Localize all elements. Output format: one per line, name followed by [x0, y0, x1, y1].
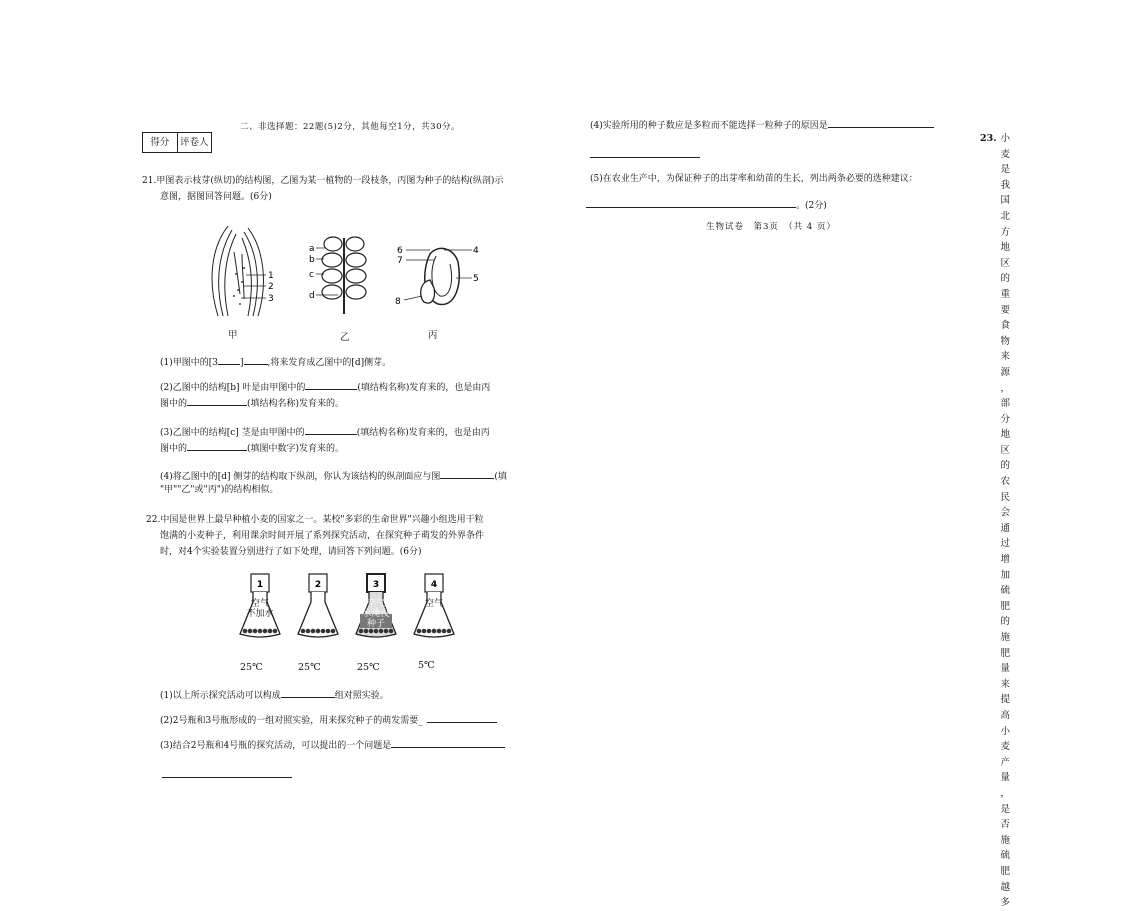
q21-sub2-line1: (2)乙图中的结构[b] 叶是由甲图中的 (填结构名称)发育来的，也是由丙: [160, 380, 560, 394]
flask-condition: 空气: [424, 599, 444, 609]
q23-char: 越: [1000, 881, 1010, 893]
flask-1: [240, 574, 280, 637]
q23-number: 23.: [980, 133, 997, 144]
flask-condition: 种子: [366, 619, 386, 629]
q23-char: 的: [1000, 460, 1010, 472]
bing-label-5: 5: [473, 274, 479, 284]
q23-char: 否: [1000, 819, 1010, 831]
q23-char: 小: [1000, 725, 1010, 737]
flask-condition: 不加水: [246, 609, 274, 619]
q23-char: 提: [1000, 694, 1010, 706]
q23-char: 量: [1000, 663, 1010, 675]
q21-sub1: (1)甲图中的[3 ] ,将来发育成乙图中的[d]侧芽。: [160, 355, 560, 369]
q23-char: 来: [1000, 678, 1010, 690]
q23-char: 要: [1000, 304, 1010, 316]
q23-char: 小: [1000, 133, 1010, 144]
q22-stem-line1: 22.中国是世界上最早种植小麦的国家之一。某校"多彩的生命世界"兴趣小组选用干粒: [146, 515, 484, 525]
q22-sub3-answer-line: [162, 777, 292, 778]
q21-sub3-line1: (3)乙图中的结构[c] 茎是由甲图中的 (填结构名称)发育来的，也是由丙: [160, 425, 560, 439]
q23-char: 物: [1000, 335, 1010, 347]
q23-char: 农: [1000, 476, 1010, 488]
bing-label-7: 7: [397, 256, 403, 266]
q23-char: 施: [1000, 834, 1010, 846]
yi-label-b: b: [309, 255, 315, 265]
q23-char: 过: [1000, 538, 1010, 550]
q23-char: 肥: [1000, 600, 1010, 612]
q23-char: 加: [1000, 569, 1010, 581]
q23-char: 我: [1000, 179, 1010, 191]
jia-label-2: 2: [268, 282, 274, 292]
flask-3: [356, 574, 396, 637]
page-footer: 生物试卷 第3页 （共 4 页）: [706, 222, 836, 232]
q23-char: 部: [1000, 398, 1010, 410]
section-title: 二、非选择题：22题(5)2分，其他每空1分，共30分。: [240, 122, 460, 132]
flask-number: 4: [430, 580, 438, 590]
q21-sub3-line2: 图中的 (填图中数字)发育来的。: [160, 441, 560, 455]
figure-yi: [308, 234, 380, 316]
flask-2: [298, 574, 338, 637]
q23-char: ，: [1000, 382, 1010, 394]
q22-sub2: (2)2号瓶和3号瓶形成的一组对照实验，用来探究种子的萌发需要_: [160, 713, 560, 727]
q23-char: 的: [1000, 273, 1010, 285]
q23-char: 分: [1000, 413, 1010, 425]
q23-char: 麦: [1000, 148, 1010, 160]
bing-label-8: 8: [395, 297, 401, 307]
q22-sub4-answer-line: [590, 157, 700, 158]
q23-char: 源: [1000, 366, 1010, 378]
q23-char: 产: [1000, 756, 1010, 768]
q23-char: 肥: [1000, 865, 1010, 877]
q23-char: 北: [1000, 210, 1010, 222]
flask2-temp: 25℃: [298, 662, 321, 673]
q23-char: 食: [1000, 320, 1010, 332]
q22-sub4: (4)实验所用的种子数应是多粒而不能选择一粒种子的原因是: [590, 118, 980, 132]
q22-sub5-answer: 。(2分): [586, 198, 986, 212]
jia-label-3: 3: [268, 294, 274, 304]
score-label: 得分: [150, 136, 170, 148]
flask-condition: 水淹没: [362, 609, 390, 619]
caption-jia: 甲: [228, 330, 238, 341]
q23-char: 施: [1000, 632, 1010, 643]
flask-number: 3: [372, 580, 380, 590]
q23-char: 民: [1000, 491, 1010, 503]
q21-stem-line1: 21.甲图表示枝芽(纵切)的结构图，乙图为某一植物的一段枝条，丙图为种子的结构(纵剖)示: [142, 176, 504, 186]
q21-sub2-line2: 图中的 (填结构名称)发育来的。: [160, 396, 560, 410]
q23-char: 的: [1000, 616, 1010, 628]
q23-char: 硫: [1000, 585, 1010, 597]
bing-label-6: 6: [397, 246, 403, 256]
q23-char: 多: [1000, 897, 1010, 909]
flask-4: [414, 574, 454, 637]
q23-char: 地: [1000, 429, 1010, 441]
yi-label-c: c: [309, 270, 314, 280]
yi-label-d: d: [309, 291, 315, 301]
yi-label-a: a: [309, 244, 315, 254]
flask-number: 1: [256, 580, 264, 590]
q23-char: 通: [1000, 522, 1010, 534]
jia-label-1: 1: [268, 271, 274, 281]
q21-sub4-line1: (4)将乙图中的[d] 侧芽的结构取下纵剖，你认为该结构的纵剖面应与图 (填: [160, 469, 570, 483]
q23-char: 高: [1000, 709, 1010, 721]
q23-char: 会: [1000, 507, 1010, 519]
q23-char: ，: [1000, 787, 1010, 799]
q23-char: 方: [1000, 226, 1010, 238]
grader-label: 评卷人: [177, 133, 212, 152]
q22-sub3: (3)结合2号瓶和4号瓶的探究活动，可以提出的一个问题是: [160, 738, 560, 752]
q23-char: 量: [1000, 772, 1010, 784]
flask-condition: 空气: [366, 599, 386, 609]
q23-char: 是: [1000, 164, 1010, 176]
caption-bing: 丙: [428, 330, 438, 341]
q22-stem-line3: 时，对4个实验装置分别进行了如下处理，请回答下列问题。(6分): [160, 547, 422, 557]
figure-jia: [198, 224, 278, 319]
q21-sub4-line2: "甲""乙"或"丙")的结构相似。: [160, 485, 279, 495]
score-box: [142, 132, 212, 153]
bing-label-4: 4: [473, 246, 479, 256]
flask-condition: 空气: [250, 599, 270, 609]
flask1-temp: 25℃: [240, 662, 263, 673]
q22-sub1: (1)以上所示探究活动可以构成 组对照实验。: [160, 688, 560, 702]
q23-char: 麦: [1000, 741, 1010, 753]
q23-char: 肥: [1000, 647, 1010, 659]
q23-char: 是: [1000, 803, 1010, 815]
caption-yi: 乙: [340, 332, 350, 343]
flask-setup: [230, 572, 460, 642]
q23-char: 地: [1000, 242, 1010, 254]
q23-char: 区: [1000, 257, 1010, 269]
flask-number: 2: [314, 580, 322, 590]
q22-sub5: (5)在农业生产中，为保证种子的出芽率和幼苗的生长，列出两条必要的选种建议：: [590, 174, 918, 184]
q23-char: 区: [1000, 444, 1010, 456]
q22-stem-line2: 饱满的小麦种子，利用课余时间开展了系列探究活动，在探究种子萌发的外界条件: [160, 531, 485, 541]
q23-char: 来: [1000, 351, 1010, 363]
q23-char: 增: [1000, 554, 1010, 566]
q23-vertical-text: [980, 131, 1010, 909]
flask3-temp: 25℃: [357, 662, 380, 673]
q21-stem-line2: 意图，据图回答问题。(6分): [160, 192, 272, 202]
q23-char: 国: [1000, 195, 1010, 207]
flask4-temp: 5℃: [418, 660, 435, 671]
figure-bing: [392, 240, 482, 312]
q23-char: 硫: [1000, 850, 1010, 862]
q23-char: 重: [1000, 288, 1010, 300]
